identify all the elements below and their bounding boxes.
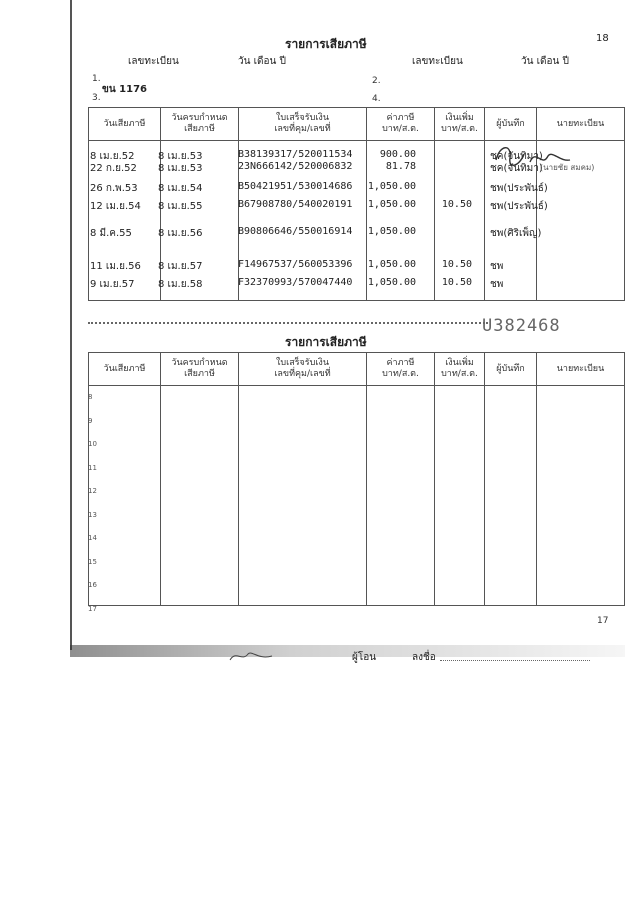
row-registrar: (นายชัย สมคม)	[540, 163, 595, 172]
row-surcharge: 10.50	[441, 259, 472, 270]
row-tax-amount: 1,050.00	[367, 226, 416, 237]
row-number: 9	[88, 416, 93, 425]
row-number: 16	[88, 581, 97, 589]
row-recorder: ชค(จันทิมา)	[490, 163, 543, 174]
stamp-number: U382468	[482, 316, 561, 336]
line2-num: 2.	[372, 76, 381, 86]
sign-line	[440, 660, 590, 661]
row-tax-amount: 81.78	[385, 161, 416, 172]
row-due-date: 8 เม.ย.53	[158, 151, 203, 162]
row-tax-date: 8 มี.ค.55	[90, 228, 132, 239]
row-tax-amount: 900.00	[379, 149, 416, 160]
section-separator	[88, 322, 488, 324]
row-tax-date: 8 เม.ย.52	[90, 151, 135, 162]
row-number: 17	[88, 604, 97, 613]
section1-title: รายการเสียภาษี	[285, 37, 367, 51]
row-due-date: 8 เม.ย.53	[158, 163, 203, 174]
col-surcharge: เงินเพิ่ม บาท/ส.ต.	[435, 108, 485, 141]
row-receipt: F14967537/560053396	[238, 259, 353, 270]
date-right-label: วัน เดือน ปี	[521, 56, 569, 67]
col-due-date: วันครบกำหนด เสียภาษี	[161, 108, 239, 141]
row-tax-amount: 1,050.00	[367, 259, 416, 270]
row-due-date: 8 เม.ย.57	[158, 261, 203, 272]
line1-value: ขน 1176	[102, 84, 147, 95]
row-recorder: ชค(จันทิมา)	[490, 151, 543, 162]
row-surcharge: 10.50	[441, 199, 472, 210]
row-due-date: 8 เม.ย.54	[158, 183, 203, 194]
row-number: 14	[88, 534, 97, 542]
col-recorder: ผู้บันทึก	[485, 108, 537, 141]
section2-title: รายการเสียภาษี	[285, 335, 367, 349]
col2-tax-amount: ค่าภาษี บาท/ส.ต.	[367, 353, 435, 386]
col2-tax-date: วันเสียภาษี	[89, 353, 161, 386]
row-tax-amount: 1,050.00	[367, 181, 416, 192]
col2-due-date: วันครบกำหนด เสียภาษี	[161, 353, 239, 386]
row-number: 10	[88, 440, 97, 448]
row-recorder: ชพ	[490, 261, 504, 272]
row-recorder: ชพ(ประพันธ์)	[490, 183, 548, 194]
reg-left-label: เลขทะเบียน	[128, 56, 179, 67]
row-due-date: 8 เม.ย.56	[158, 228, 203, 239]
row-recorder: ชพ(ศิริเพ็ญ)	[490, 228, 542, 239]
row-tax-date: 9 เม.ย.57	[90, 279, 135, 290]
col2-registrar: นายทะเบียน	[537, 353, 625, 386]
row-receipt: F32370993/570047440	[238, 277, 353, 288]
col2-surcharge: เงินเพิ่ม บาท/ส.ต.	[435, 353, 485, 386]
side-number: 17	[597, 616, 609, 626]
row-number: 15	[88, 557, 97, 566]
row-recorder: ชพ(ประพันธ์)	[490, 201, 548, 212]
line3-num: 3.	[92, 93, 101, 103]
row-receipt: B38139317/520011534	[238, 149, 353, 160]
row-surcharge: 10.50	[441, 277, 472, 288]
row-number: 12	[88, 487, 97, 495]
row-number: 11	[88, 463, 97, 472]
col2-receipt: ใบเสร็จรับเงิน เลขที่คุม/เลขที่	[239, 353, 367, 386]
row-receipt: B90806646/550016914	[238, 226, 353, 237]
page-number: 18	[596, 33, 609, 44]
reg-right-label: เลขทะเบียน	[412, 56, 463, 67]
row-tax-date: 12 เม.ย.54	[90, 201, 141, 212]
col-tax-date: วันเสียภาษี	[89, 108, 161, 141]
row-tax-amount: 1,050.00	[367, 199, 416, 210]
row-tax-date: 11 เม.ย.56	[90, 261, 141, 272]
line1-num: 1.	[92, 74, 101, 84]
col2-recorder: ผู้บันทึก	[485, 353, 537, 386]
row-receipt: B67908780/540020191	[238, 199, 353, 210]
row-tax-amount: 1,050.00	[367, 277, 416, 288]
row-due-date: 8 เม.ย.55	[158, 201, 203, 212]
tax-table-2	[88, 352, 625, 606]
row-number: 13	[88, 510, 97, 519]
signature-mark	[490, 140, 580, 174]
date-left-label: วัน เดือน ปี	[238, 56, 286, 67]
scan-edge	[70, 0, 72, 650]
row-tax-date: 26 ก.พ.53	[90, 183, 138, 194]
col-tax-amount: ค่าภาษี บาท/ส.ต.	[367, 108, 435, 141]
row-tax-date: 22 ก.ย.52	[90, 163, 137, 174]
row-receipt: B50421951/530014686	[238, 181, 353, 192]
col-registrar: นายทะเบียน	[537, 108, 625, 141]
scan-shadow-bar	[70, 645, 625, 657]
row-due-date: 8 เม.ย.58	[158, 279, 203, 290]
transferor-label: ผู้โอน	[352, 652, 377, 663]
col-receipt: ใบเสร็จรับเงิน เลขที่คุม/เลขที่	[239, 108, 367, 141]
footer-signature-mark	[228, 648, 278, 664]
sign-label: ลงชื่อ	[412, 652, 436, 663]
line4-num: 4.	[372, 94, 381, 104]
row-receipt: 23N666142/520006832	[238, 161, 353, 172]
row-number: 8	[88, 393, 93, 401]
row-recorder: ชพ	[490, 279, 504, 290]
